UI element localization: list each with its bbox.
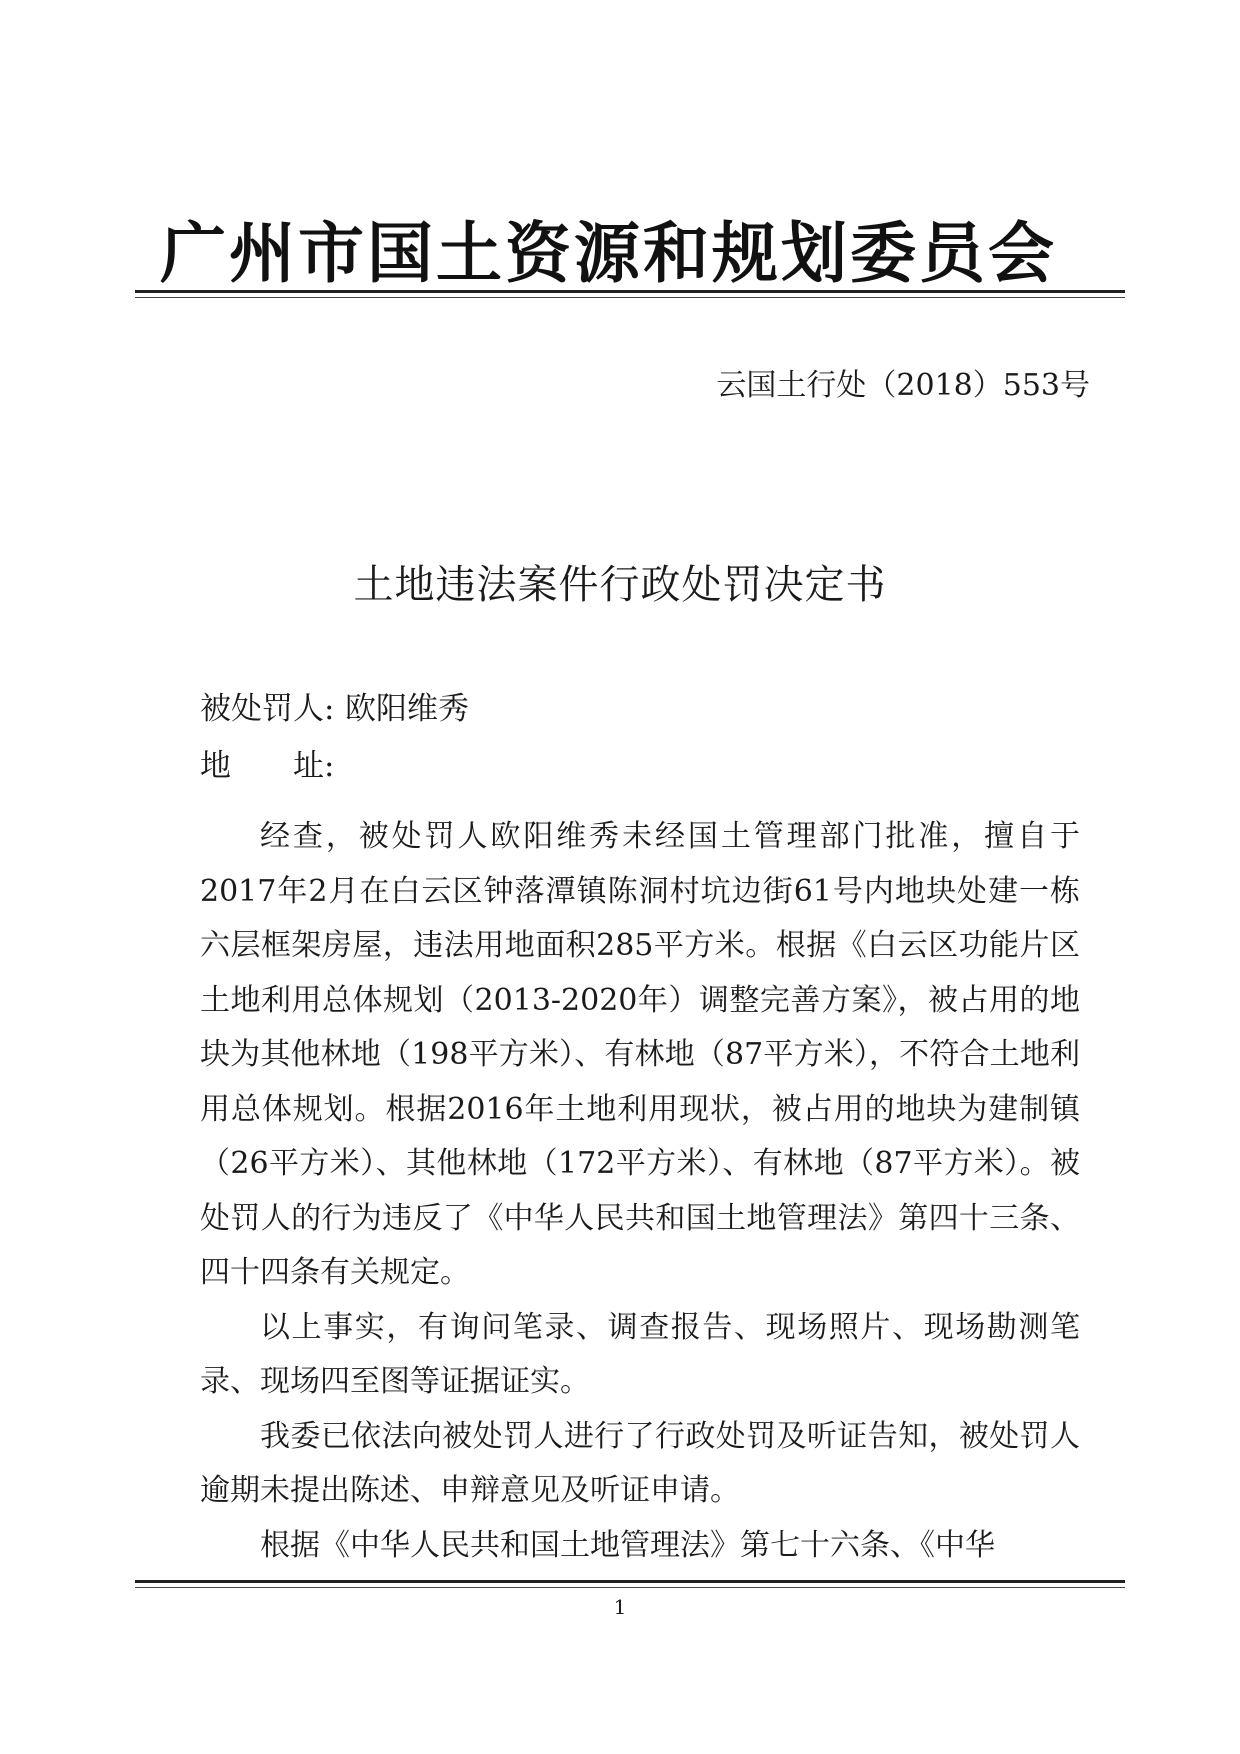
footer-divider [135, 1580, 1125, 1583]
body-paragraph: 我委已依法向被处罚人进行了行政处罚及听证告知，被处罚人逾期未提出陈述、申辩意见及听证申请。 [200, 1418, 1080, 1508]
address-line [200, 740, 345, 785]
page-number: 1 [613, 1595, 627, 1619]
address-label: 地 址: [200, 748, 335, 784]
header-divider [135, 290, 1125, 293]
decision-body [200, 810, 1080, 1573]
document-number: 云国土行处（2018）553号 [716, 368, 1090, 403]
document-title: 土地违法案件行政处罚决定书 [353, 562, 887, 608]
body-paragraph: 以上事实，有询问笔录、调查报告、现场照片、现场勘测笔录、现场四至图等证据证实。 [200, 1309, 1080, 1399]
organization-header: 广州市国土资源和规划委员会 [160, 214, 1057, 292]
body-paragraph: 经查，被处罚人欧阳维秀未经国土管理部门批准，擅自于2017年2月在白云区钟落潭镇陈洞村坑边街61号内地块处建一栋六层框架房屋，违法用地面积285平方米。根据《白云区功能片区土地利用总体规划（2013-2020年）调整完善方案》，被占用的地块为其他林地（198平方米）、有林地（87平方米），不符合土地利用总体规划。根据2016年土地利用现状，被占用的地块为建制镇（26平方米）、其他林地（172平方米）、有林地（87平方米）。被处罚人的行为违反了《中华人民共和国土地管理法》第四十三条、四十四条有关规定。 [200, 819, 1080, 1290]
header-divider-thin [135, 297, 1125, 298]
footer-divider-thin [135, 1587, 1125, 1588]
body-paragraph: 根据《中华人民共和国土地管理法》第七十六条、《中华 [260, 1527, 995, 1563]
penalized-party-line [200, 683, 469, 728]
penalized-party-name: 欧阳维秀 [345, 691, 469, 727]
penalized-party-label: 被处罚人: [200, 691, 335, 727]
